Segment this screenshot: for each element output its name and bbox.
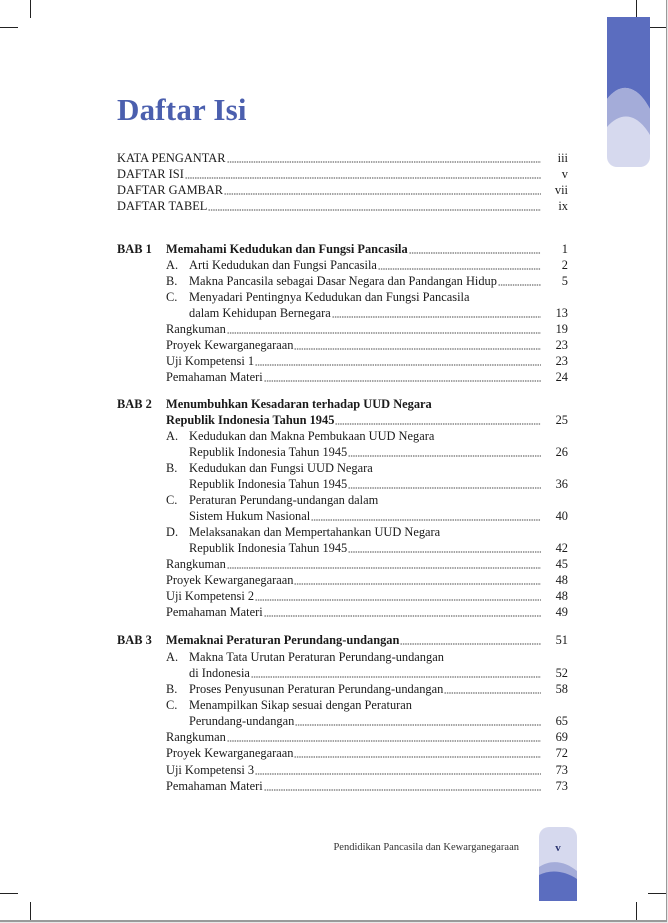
section-letter: C. <box>166 493 178 507</box>
page-number: v <box>555 842 561 854</box>
crop-mark <box>0 27 18 28</box>
chapter-number: BAB 2 <box>117 397 152 411</box>
toc-page-number: 25 <box>555 413 568 427</box>
toc-page-number: 13 <box>555 306 568 320</box>
toc-entry-rangkuman[interactable]: Rangkuman <box>166 729 543 745</box>
toc-page-number: 73 <box>555 763 568 777</box>
toc-entry-uji-kompetensi[interactable]: Uji Kompetensi 2 <box>166 588 543 604</box>
toc-page-number: 52 <box>555 666 568 680</box>
crop-mark <box>648 893 666 894</box>
section-letter: B. <box>166 682 178 696</box>
toc-page-number: 19 <box>555 322 568 336</box>
toc-page-number: 49 <box>555 605 568 619</box>
section-title-line: Makna Tata Urutan Peraturan Perundang-undangan <box>189 650 444 664</box>
section-title-line: Peraturan Perundang-undangan dalam <box>189 493 379 507</box>
crop-mark <box>30 0 31 18</box>
toc-entry-pemahaman[interactable]: Pemahaman Materi <box>166 369 543 385</box>
section-letter: C. <box>166 290 178 304</box>
toc-page-number: 23 <box>555 338 568 352</box>
toc-page-number: 26 <box>555 445 568 459</box>
toc-page-number: 51 <box>555 633 568 647</box>
toc-page-number: iii <box>557 151 568 165</box>
toc-page-number: 42 <box>555 541 568 555</box>
toc-page-number: 69 <box>555 730 568 744</box>
section-title-line: Melaksanakan dan Mempertahankan UUD Negara <box>189 525 441 539</box>
toc-page-number: 5 <box>561 274 568 288</box>
toc-page-number: v <box>561 167 568 181</box>
toc-entry-daftar-gambar[interactable]: DAFTAR GAMBAR <box>117 182 543 198</box>
crop-mark <box>648 27 666 28</box>
toc-entry-bab2[interactable]: Republik Indonesia Tahun 1945 <box>166 412 543 428</box>
toc-page-number: 2 <box>561 258 568 272</box>
toc-entry-section[interactable]: Perundang-undangan <box>189 713 543 729</box>
toc-entry-section[interactable]: dalam Kehidupan Bernegara <box>189 305 543 321</box>
toc-entry-section[interactable]: Republik Indonesia Tahun 1945 <box>189 476 543 492</box>
toc-entry-kata-pengantar[interactable]: KATA PENGANTAR <box>117 150 543 166</box>
toc-page-number: 1 <box>561 242 568 256</box>
toc-entry-daftar-isi[interactable]: DAFTAR ISI <box>117 166 543 182</box>
crop-mark <box>636 0 637 18</box>
toc-page-number: 65 <box>555 714 568 728</box>
toc-page-number: 36 <box>555 477 568 491</box>
page-number-tab <box>539 827 577 901</box>
toc-page-number: 45 <box>555 557 568 571</box>
section-letter: A. <box>166 650 179 664</box>
toc-page-number: 48 <box>555 589 568 603</box>
crop-mark <box>30 902 31 920</box>
crop-mark <box>636 902 637 920</box>
toc-entry-proyek[interactable]: Proyek Kewarganegaraan <box>166 337 543 353</box>
toc-page-number: vii <box>554 183 568 197</box>
section-letter: A. <box>166 258 179 272</box>
toc-entry-daftar-tabel[interactable]: DAFTAR TABEL <box>117 198 543 214</box>
toc-entry-proyek[interactable]: Proyek Kewarganegaraan <box>166 745 543 761</box>
toc-entry-section[interactable]: di Indonesia <box>189 665 543 681</box>
toc-entry-rangkuman[interactable]: Rangkuman <box>166 321 543 337</box>
toc-entry-section[interactable]: Makna Pancasila sebagai Dasar Negara dan Pandangan Hidup <box>189 273 543 289</box>
toc-entry-uji-kompetensi[interactable]: Uji Kompetensi 3 <box>166 762 543 778</box>
toc-entry-section[interactable]: Proses Penyusunan Peraturan Perundang-undangan <box>189 681 543 697</box>
toc-entry-section[interactable]: Republik Indonesia Tahun 1945 <box>189 444 543 460</box>
toc-page-number: 40 <box>555 509 568 523</box>
section-letter: D. <box>166 525 179 539</box>
running-footer: Pendidikan Pancasila dan Kewarganegaraan <box>333 842 519 853</box>
chapter-title-line: Menumbuhkan Kesadaran terhadap UUD Negara <box>166 397 432 411</box>
crop-mark <box>0 893 18 894</box>
toc-page-number: 73 <box>555 779 568 793</box>
toc-page-number: 72 <box>555 746 568 760</box>
section-title-line: Menampilkan Sikap sesuai dengan Peraturan <box>189 698 412 712</box>
toc-entry-uji-kompetensi[interactable]: Uji Kompetensi 1 <box>166 353 543 369</box>
toc-page-number: ix <box>558 199 568 213</box>
toc-entry-section[interactable]: Sistem Hukum Nasional <box>189 508 543 524</box>
section-letter: A. <box>166 429 179 443</box>
chapter-number: BAB 3 <box>117 633 152 647</box>
toc-entry-section[interactable]: Arti Kedudukan dan Fungsi Pancasila <box>189 257 543 273</box>
toc-entry-pemahaman[interactable]: Pemahaman Materi <box>166 604 543 620</box>
toc-entry-bab1[interactable]: Memahami Kedudukan dan Fungsi Pancasila <box>166 241 543 257</box>
section-letter: C. <box>166 698 178 712</box>
toc-page-number: 23 <box>555 354 568 368</box>
section-title-line: Menyadari Pentingnya Kedudukan dan Fungsi Pancasila <box>189 290 470 304</box>
section-letter: B. <box>166 274 178 288</box>
page-title: Daftar Isi <box>117 92 247 127</box>
chapter-number: BAB 1 <box>117 242 152 256</box>
toc-entry-pemahaman[interactable]: Pemahaman Materi <box>166 778 543 794</box>
toc-entry-proyek[interactable]: Proyek Kewarganegaraan <box>166 572 543 588</box>
toc-entry-bab3[interactable]: Memaknai Peraturan Perundang-undangan <box>166 632 543 648</box>
toc-page-number: 48 <box>555 573 568 587</box>
section-title-line: Kedudukan dan Makna Pembukaan UUD Negara <box>189 429 435 443</box>
section-title-line: Kedudukan dan Fungsi UUD Negara <box>189 461 373 475</box>
toc-entry-rangkuman[interactable]: Rangkuman <box>166 556 543 572</box>
toc-page-number: 58 <box>555 682 568 696</box>
toc-page-number: 24 <box>555 370 568 384</box>
toc-entry-section[interactable]: Republik Indonesia Tahun 1945 <box>189 540 543 556</box>
chapter-tab-decoration <box>607 17 650 167</box>
section-letter: B. <box>166 461 178 475</box>
